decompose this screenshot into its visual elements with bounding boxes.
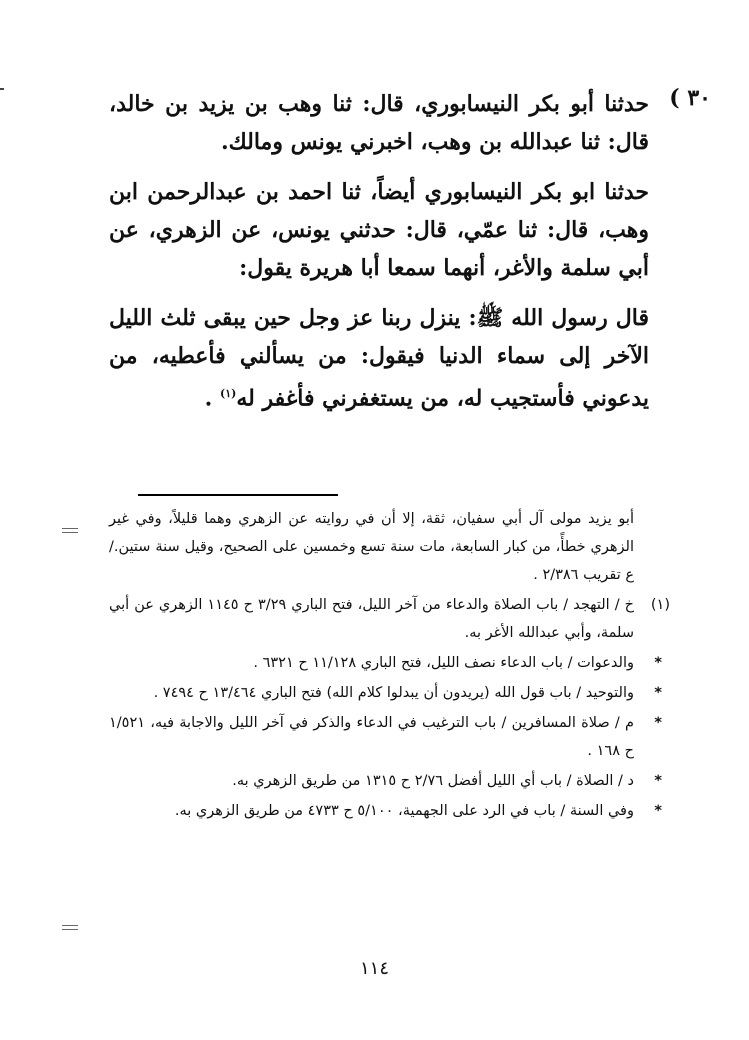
hadith-text	[109, 85, 711, 417]
matn-paragraph	[109, 299, 649, 417]
list-item-text: والتوحيد / باب قول الله (يريدون أن يبدلوا كلام الله) فتح الباري ١٣/٤٦٤ ح ٧٤٩٤ .	[153, 685, 634, 701]
list-item-text: والدعوات / باب الدعاء نصف الليل، فتح الباري ١١/١٢٨ ح ٦٣٢١ .	[253, 655, 634, 671]
list-item	[109, 649, 662, 677]
bullet-marker: *	[654, 715, 662, 731]
bullet-marker: *	[654, 773, 662, 789]
scan-edge-tick	[0, 88, 4, 90]
matn-end: .	[204, 385, 220, 412]
bullet-marker: *	[654, 685, 662, 701]
list-item-text: وفي السنة / باب في الرد على الجهمية، ٥/١٠٠ ح ٤٧٣٣ من طريق الزهري به.	[174, 803, 634, 819]
bullet-marker: *	[654, 655, 662, 671]
list-item-text: م / صلاة المسافرين / باب الترغيب في الدعاء والذكر في آخر الليل والاجابة فيه، ١/٥٢١ ح ١٦٨ .	[109, 715, 634, 759]
list-item	[109, 767, 662, 795]
isnad-paragraph-2: حدثنا ابو بكر النيسابوري أيضاً، ثنا احمد بن عبدالرحمن ابن وهب، قال: ثنا عمّي، قال: حدثني يونس، عن الزهري، عن أبي سلمة والأغر، أنهما سمعا أبا هريرة يقول:	[109, 179, 649, 281]
isnad-paragraph-1: حدثنا أبو بكر النيسابوري، قال: ثنا وهب بن يزيد بن خالد، قال: ثنا عبدالله بن وهب، اخبرني يونس ومالك.	[109, 91, 649, 155]
footnote-continuation: أبو يزيد مولى آل أبي سفيان، ثقة، إلا أن في روايته عن الزهري وهما قليلاً، وفي غير الزهري خطأً، من كبار السابعة، مات سنة تسع وخمسين على الصحيح، وقيل سنة ستين./ع تقريب ٢/٣٨٦ .	[109, 511, 634, 583]
footnote-reference: (١)	[219, 387, 237, 400]
margin-mark	[62, 925, 78, 926]
footnote-separator	[138, 494, 338, 496]
list-item	[109, 797, 662, 825]
footnote-1-text: خ / التهجد / باب الصلاة والدعاء من آخر الليل، فتح الباري ٣/٢٩ ح ١١٤٥ الزهري عن أبي سلمة، وأبي عبدالله الأغر به.	[109, 597, 635, 641]
footnote-number: (١)	[650, 597, 670, 613]
list-item	[109, 679, 662, 707]
list-item	[109, 709, 662, 765]
page-number: ١١٤	[359, 958, 389, 979]
footnote-1	[109, 591, 670, 647]
footnotes	[109, 505, 670, 825]
matn-text: قال رسول الله ﷺ: ينزل ربنا عز وجل حين يبقى ثلث الليل الآخر إلى سماء الدنيا فيقول: من يسألني فأعطيه، من يدعوني فأستجيب له، من يستغفرني فأغفر له	[109, 305, 649, 412]
list-item-text: د / الصلاة / باب أي الليل أفضل ٢/٧٦ ح ١٣١٥ من طريق الزهري به.	[232, 773, 634, 789]
hadith-number: ٣٠ )	[669, 85, 711, 111]
bullet-marker: *	[654, 803, 662, 819]
margin-mark	[62, 528, 78, 529]
